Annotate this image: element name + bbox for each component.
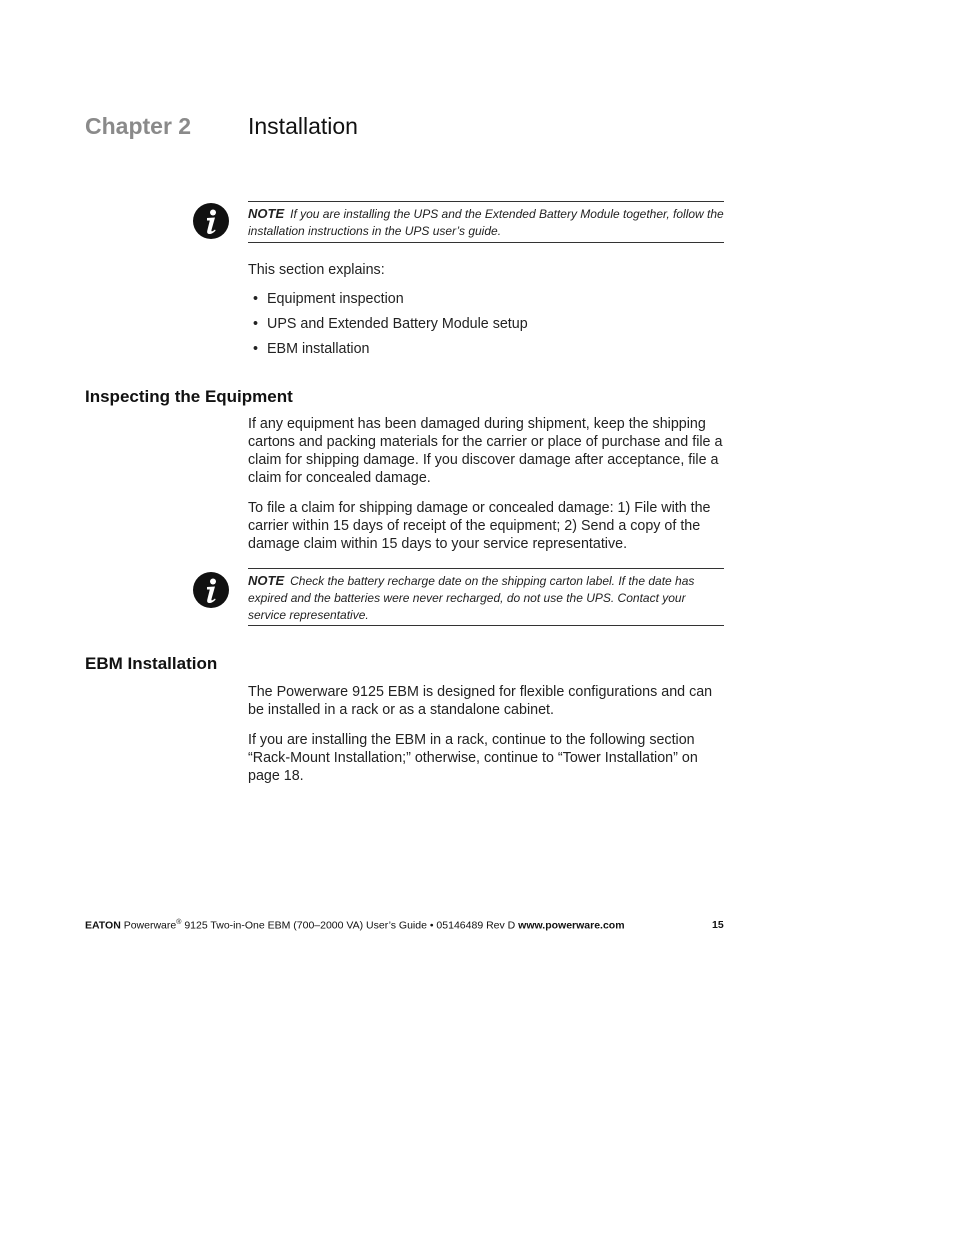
paragraph: If any equipment has been damaged during shipment, keep the shipping cartons and packing materials for the carrier or place of purchase and file a claim for shipping damage. If you discover damage after acceptance, file a claim for concealed damage.	[248, 416, 723, 486]
info-icon	[193, 203, 229, 239]
footer-reg-mark: ®	[176, 919, 182, 926]
intro-bullet-list	[253, 290, 723, 365]
inspecting-paragraph-1	[248, 415, 728, 487]
intro-text	[248, 261, 728, 279]
info-icon-glyph	[193, 572, 229, 608]
note-box	[248, 201, 724, 243]
list-item: • Equipment inspection	[253, 290, 723, 308]
footer-url: www.powerware.com	[518, 919, 625, 932]
section-heading-ebm: EBM Installation	[85, 654, 218, 673]
page-footer	[85, 919, 730, 932]
paragraph: The Powerware 9125 EBM is designed for flexible configurations and can be installed in a rack or as a standalone cabinet.	[248, 684, 713, 718]
inspecting-paragraph-2	[248, 499, 728, 553]
ebm-paragraph-2	[248, 731, 728, 785]
page-number: 15	[712, 919, 724, 931]
info-icon	[193, 572, 229, 608]
note-keyword: NOTE	[248, 573, 285, 588]
paragraph: If you are installing the EBM in a rack, continue to the following section “Rack-Mount Installation;” otherwise, continue to “Tower Installation” on page 18.	[248, 732, 698, 784]
footer-product: Powerware	[123, 919, 177, 932]
chapter-label: Chapter 2	[85, 113, 192, 139]
section-heading-inspecting: Inspecting the Equipment	[85, 387, 293, 406]
footer-brand: EATON	[85, 919, 121, 932]
footer-guide: 9125 Two-in-One EBM (700–2000 VA) User’s Guide • 05146489 Rev D	[181, 919, 519, 932]
ebm-paragraph-1	[248, 683, 728, 719]
note-keyword: NOTE	[248, 206, 285, 221]
note-text: Check the battery recharge date on the shipping carton label. If the date has expired and the batteries were never recharged, do not use the UPS. Contact your service representative.	[248, 574, 695, 622]
info-icon-glyph	[193, 203, 229, 239]
paragraph: To file a claim for shipping damage or concealed damage: 1) File with the carrier within 15 days of receipt of the equipment; 2) Send a copy of the damage claim within 15 days to your service representative.	[248, 500, 711, 552]
chapter-title: Installation	[248, 113, 358, 139]
note-box	[248, 568, 724, 626]
intro-paragraph: This section explains:	[248, 262, 385, 278]
list-item: • EBM installation	[253, 340, 723, 358]
note-text: If you are installing the UPS and the Extended Battery Module together, follow the installation instructions in the UPS user’s guide.	[248, 207, 724, 238]
list-item: • UPS and Extended Battery Module setup	[253, 315, 723, 333]
